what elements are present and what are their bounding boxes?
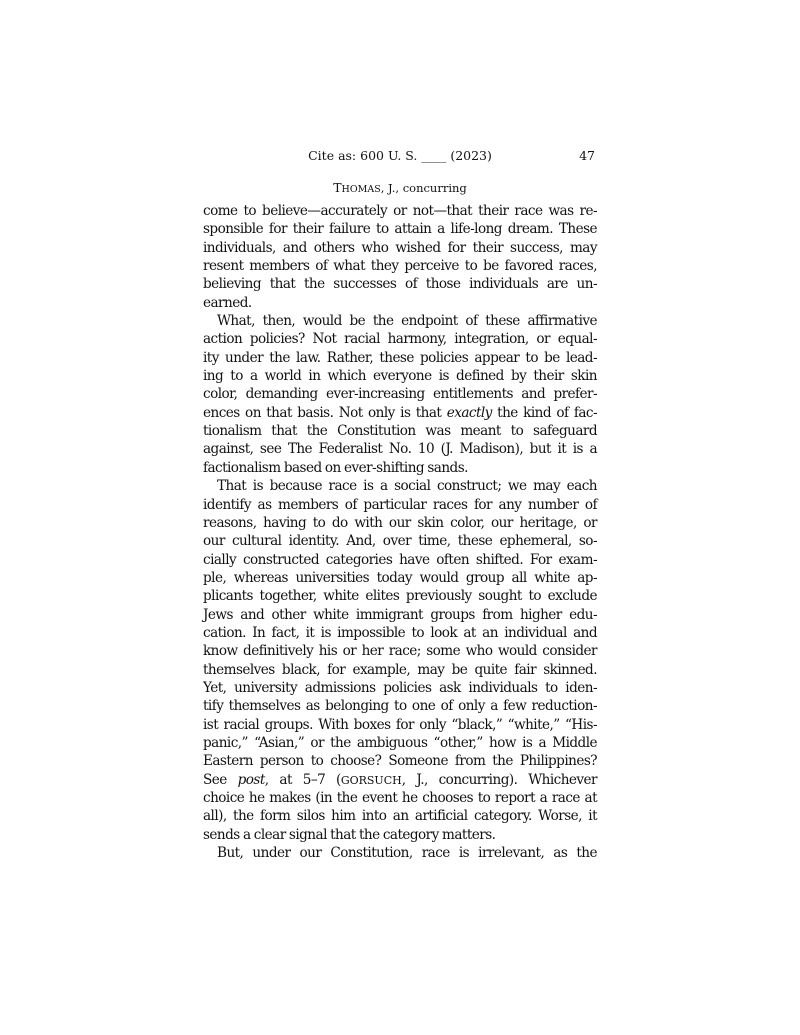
text-line: factionalism based on ever-shifting sands. (203, 459, 468, 476)
text-line: all), the form silos him into an artificial category. Worse, it (203, 808, 597, 825)
text-line: sends a clear signal that the category matters. (203, 826, 496, 843)
text-line: ing to a world in which everyone is defined by their skin (203, 368, 597, 385)
text-line: choice he makes (in the event he chooses to report a race at (203, 790, 597, 806)
text-line: know definitively his or her race; some who would consider (203, 643, 597, 660)
text-line: See post, at 5–7 (GORSUCH, J., concurring). Whichever (203, 771, 597, 788)
text-line: action policies? Not racial harmony, integration, or equal- (203, 331, 597, 348)
running-head: THOMAS, J., concurring (333, 180, 467, 195)
text-line: reasons, having to do with our skin color, our heritage, or (203, 514, 597, 531)
text-line: ist racial groups. With boxes for only “black,” “white,” “His- (203, 716, 597, 733)
text-line: earned. (203, 294, 252, 311)
text-line: themselves black, for example, may be quite fair skinned. (203, 661, 597, 678)
text-line: sponsible for their failure to attain a life-long dream. These (203, 221, 597, 238)
text-line: identify as members of particular races for any number of (203, 496, 597, 513)
text-line: plicants together, white elites previously sought to exclude (203, 588, 597, 605)
text-line: tify themselves as belonging to one of only a few reduction- (203, 698, 597, 715)
text-line: resent members of what they perceive to be favored races, (203, 258, 597, 275)
page-header (203, 148, 597, 166)
text-line: tionalism that the Constitution was meant to safeguard (203, 423, 597, 440)
text-line: ple, whereas universities today would group all white ap- (203, 569, 597, 586)
justice-name: GORSUCH (340, 773, 402, 787)
text-line: That is because race is a social construct; we may each (217, 478, 597, 495)
emphasis: post (237, 771, 265, 788)
text-line: color, demanding ever-increasing entitlements and prefer- (203, 386, 597, 403)
text-line: What, then, would be the endpoint of these affirmative (217, 313, 597, 330)
citation: Cite as: 600 U. S. ____ (2023) (308, 148, 492, 163)
text-line: believing that the successes of those individuals are un- (203, 276, 597, 293)
text-line: against, see The Federalist No. 10 (J. Madison), but it is a (203, 441, 597, 458)
text-line: Yet, university admissions policies ask individuals to iden- (203, 679, 597, 696)
text-line: cially constructed categories have often shifted. For exam- (203, 551, 597, 568)
text-line: ences on that basis. Not only is that exactly the kind of fac- (203, 404, 598, 421)
emphasis: exactly (446, 404, 492, 421)
text-line: Jews and other white immigrant groups from higher edu- (203, 606, 597, 623)
text-line: But, under our Constitution, race is irrelevant, as the (217, 845, 597, 862)
text-line: come to believe—accurately or not—that their race was re- (203, 203, 597, 219)
page-number: 47 (579, 148, 595, 163)
opinion-body (203, 202, 597, 862)
text-line: individuals, and others who wished for their success, may (203, 239, 597, 256)
text-line: panic,” “Asian,” or the ambiguous “other,” how is a Middle (203, 734, 597, 751)
text-line: Eastern person to choose? Someone from the Philippines? (203, 753, 597, 770)
text-line: our cultural identity. And, over time, these ephemeral, so- (203, 533, 597, 550)
text-line: cation. In fact, it is impossible to look at an individual and (203, 624, 597, 641)
text-line: ity under the law. Rather, these policies appear to be lead- (203, 349, 597, 366)
